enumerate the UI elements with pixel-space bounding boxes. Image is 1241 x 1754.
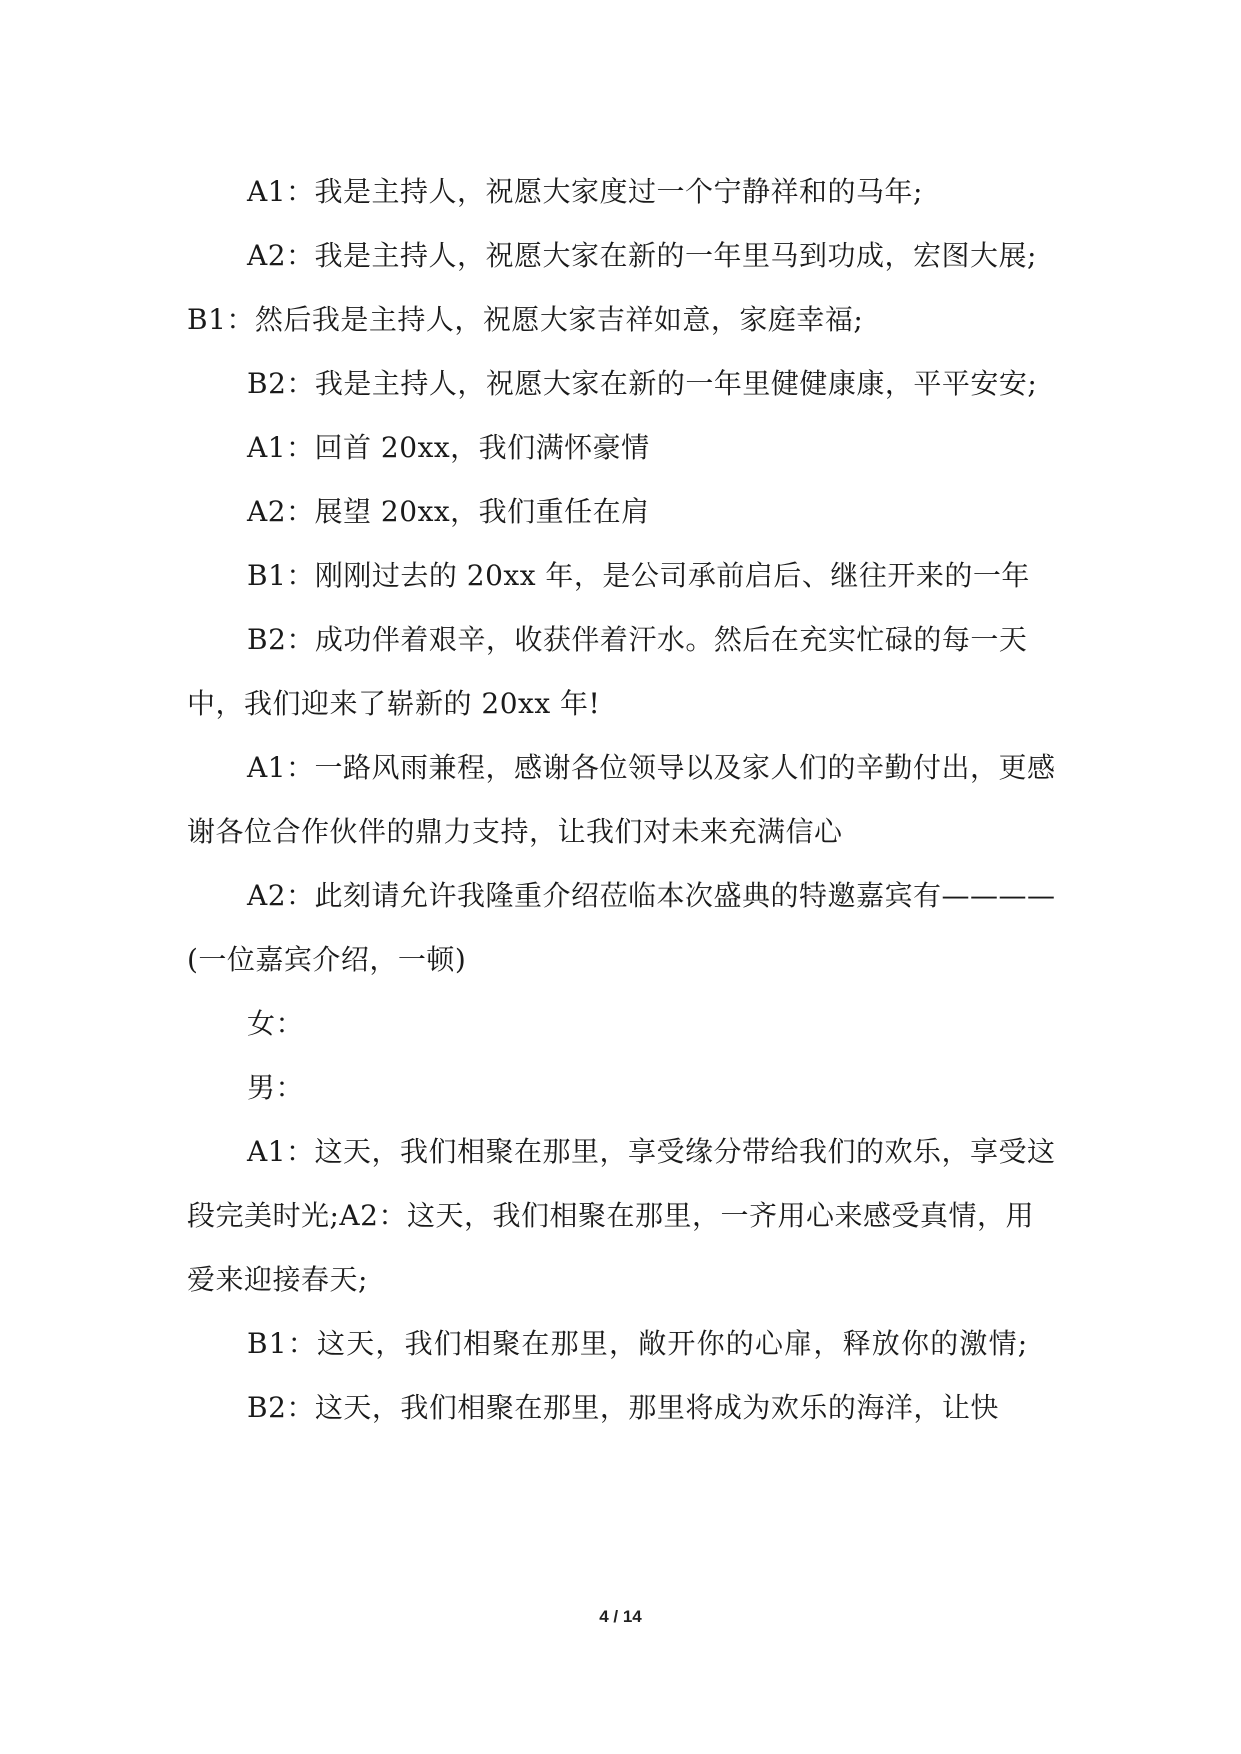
paragraph-female-host: 女： — [247, 1007, 305, 1040]
paragraph-a1-greeting: A1：我是主持人，祝愿大家度过一个宁静祥和的马年; — [247, 175, 923, 208]
page-number: 4 / 14 — [599, 1607, 642, 1626]
paragraph-b1-gathering: B1：这天，我们相聚在那里，敞开你的心扉，释放你的激情; — [247, 1327, 1029, 1360]
paragraph-b2-new-year: B2：成功伴着艰辛，收获伴着汗水。然后在充实忙碌的每一天中，我们迎来了崭新的 20xx 年! — [187, 623, 1028, 720]
paragraph-a2-guest-intro: A2：此刻请允许我隆重介绍莅临本次盛典的特邀嘉宾有————(一位嘉宾介绍，一顿) — [187, 879, 1056, 976]
paragraph-b1-past-year: B1：刚刚过去的 20xx 年，是公司承前启后、继往开来的一年 — [247, 559, 1030, 592]
paragraph-a1-review: A1：回首 20xx，我们满怀豪情 — [247, 431, 650, 464]
paragraph-a1-thanks: A1：一路风雨兼程，感谢各位领导以及家人们的辛勤付出，更感谢各位合作伙伴的鼎力支持，让我们对未来充满信心 — [187, 751, 1056, 848]
paragraph-b2-greeting: B2：我是主持人，祝愿大家在新的一年里健健康康，平平安安; — [247, 367, 1038, 400]
paragraph-a2-b1-greeting: A2：我是主持人，祝愿大家在新的一年里马到功成，宏图大展;B1：然后我是主持人，祝愿大家吉祥如意，家庭幸福; — [187, 239, 1037, 336]
document-body — [187, 160, 1057, 1440]
paragraph-male-host: 男： — [247, 1071, 305, 1104]
paragraph-b2-gathering: B2：这天，我们相聚在那里，那里将成为欢乐的海洋，让快 — [247, 1391, 999, 1424]
paragraph-a2-outlook: A2：展望 20xx，我们重任在肩 — [247, 495, 650, 528]
paragraph-a1-a2-gathering: A1：这天，我们相聚在那里，享受缘分带给我们的欢乐，享受这段完美时光;A2：这天，我们相聚在那里，一齐用心来感受真情，用爱来迎接春天; — [187, 1135, 1056, 1296]
